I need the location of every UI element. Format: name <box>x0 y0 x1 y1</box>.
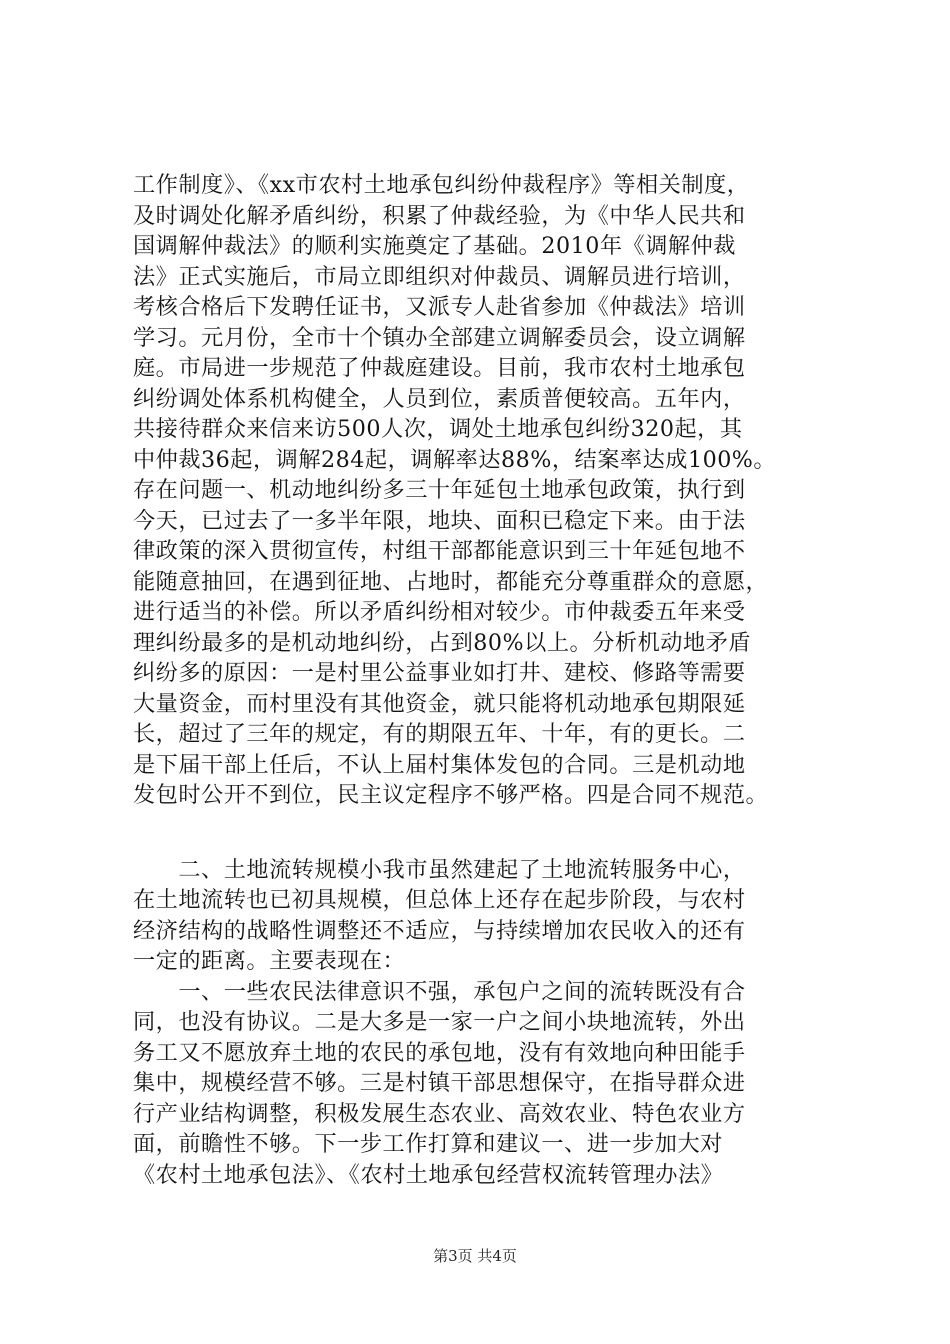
text-line: 法》正式实施后，市局立即组织对仲裁员、调解员进行培训， <box>133 263 746 290</box>
text-line: 行产业结构调整，积极发展生态农业、高效农业、特色农业方 <box>133 1100 746 1127</box>
text-line: 二、土地流转规模小我市虽然建起了土地流转服务中心， <box>133 856 746 883</box>
text-line: 一、一些农民法律意识不强，承包户之间的流转既没有合 <box>133 978 746 1005</box>
page-footer: 第3页 共4页 <box>433 1247 517 1265</box>
paragraph-gap <box>133 811 853 855</box>
text-line: 《农村土地承包法》、《农村土地承包经营权流转管理办法》 <box>133 1161 724 1188</box>
text-line: 务工又不愿放弃土地的农民的承包地，没有有效地向种田能手 <box>133 1039 746 1066</box>
text-line: 集中，规模经营不够。三是村镇干部思想保守，在指导群众进 <box>133 1070 746 1096</box>
text-line: 长，超过了三年的规定，有的期限五年、十年，有的更长。二 <box>133 721 746 747</box>
text-line: 发包时公开不到位，民主议定程序不够严格。四是合同不规范。 <box>133 782 769 808</box>
text-line: 一定的距离。主要表现在： <box>133 948 406 974</box>
text-line: 学习。元月份，全市十个镇办全部建立调解委员会，设立调解 <box>133 324 746 351</box>
text-line: 共接待群众来信来访500人次，调处土地承包纠纷320起，其 <box>133 416 743 442</box>
text-line: 庭。市局进一步规范了仲裁庭建设。目前，我市农村土地承包 <box>133 355 746 381</box>
text-line: 中仲裁36起，调解284起，调解率达88%，结案率达成100%。 <box>133 446 777 473</box>
text-line: 存在问题一、机动地纠纷多三十年延包土地承包政策，执行到 <box>133 477 746 503</box>
text-line: 经济结构的战略性调整还不适应，与持续增加农民收入的还有 <box>133 917 746 944</box>
text-line: 纠纷多的原因：一是村里公益事业如打井、建校、修路等需要 <box>133 660 746 686</box>
text-line: 大量资金，而村里没有其他资金，就只能将机动地承包期限延 <box>133 690 746 717</box>
text-line: 是下届干部上任后，不认上届村集体发包的合同。三是机动地 <box>133 751 746 778</box>
paragraph-2 <box>133 855 853 1191</box>
text-line: 同，也没有协议。二是大多是一家一户之间小块地流转，外出 <box>133 1009 746 1035</box>
paragraph-1 <box>133 170 853 811</box>
text-line: 考核合格后下发聘任证书，又派专人赴省参加《仲裁法》培训 <box>133 294 746 320</box>
text-line: 理纠纷最多的是机动地纠纷，占到80%以上。分析机动地矛盾 <box>133 629 752 656</box>
text-line: 工作制度》、《xx市农村土地承包纠纷仲裁程序》等相关制度， <box>133 172 750 198</box>
text-line: 面，前瞻性不够。下一步工作打算和建议一、进一步加大对 <box>133 1131 723 1157</box>
text-line: 国调解仲裁法》的顺利实施奠定了基础。2010年《调解仲裁 <box>133 233 736 259</box>
text-line: 在土地流转也已初具规模，但总体上还存在起步阶段，与农村 <box>133 887 746 913</box>
text-line: 能随意抽回，在遇到征地、占地时，都能充分尊重群众的意愿， <box>133 568 769 595</box>
text-line: 及时调处化解矛盾纠纷，积累了仲裁经验，为《中华人民共和 <box>133 202 746 229</box>
document-body <box>133 170 853 1190</box>
text-line: 纠纷调处体系机构健全，人员到位，素质普便较高。五年内， <box>133 385 746 412</box>
text-line: 今天，已过去了一多半年限，地块、面积已稳定下来。由于法 <box>133 507 746 534</box>
text-line: 律政策的深入贯彻宣传，村组干部都能意识到三十年延包地不 <box>133 538 746 564</box>
text-line: 进行适当的补偿。所以矛盾纠纷相对较少。市仲裁委五年来受 <box>133 599 746 625</box>
